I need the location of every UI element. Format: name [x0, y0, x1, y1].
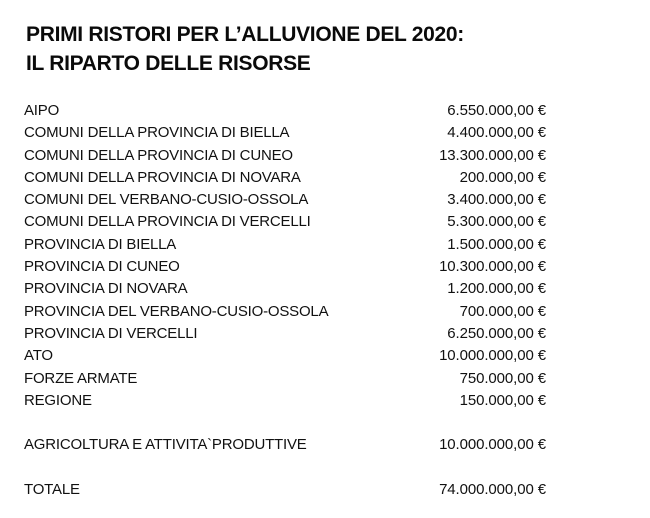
total-value: 74.000.000,00 € — [439, 481, 546, 499]
table-row — [24, 390, 546, 412]
row-value: 750.000,00 € — [459, 369, 546, 387]
table-row — [24, 234, 546, 256]
table-row — [24, 167, 546, 189]
row-label: COMUNI DELLA PROVINCIA DI CUNEO — [24, 146, 293, 164]
row-label: PROVINCIA DI CUNEO — [24, 258, 180, 276]
title-line-1: PRIMI RISTORI PER L’ALLUVIONE DEL 2020: — [26, 23, 464, 46]
row-label: FORZE ARMATE — [24, 369, 138, 387]
row-value: 13.300.000,00 € — [439, 146, 546, 164]
row-value: 4.400.000,00 € — [447, 124, 546, 142]
row-value: 200.000,00 € — [459, 168, 546, 186]
row-label: COMUNI DELLA PROVINCIA DI VERCELLI — [24, 213, 311, 231]
table-row — [24, 368, 546, 390]
table-row — [24, 145, 546, 167]
row-label: PROVINCIA DI VERCELLI — [24, 324, 198, 342]
row-label: COMUNI DELLA PROVINCIA DI BIELLA — [24, 124, 290, 142]
table-row — [24, 122, 546, 144]
row-value: 3.400.000,00 € — [447, 191, 546, 209]
total-row — [24, 479, 546, 501]
row-value: 6.250.000,00 € — [447, 324, 546, 342]
total-label: TOTALE — [24, 481, 80, 499]
title-line-2: IL RIPARTO DELLE RISORSE — [26, 52, 311, 75]
row-value: 6.550.000,00 € — [447, 102, 546, 119]
row-value: 10.300.000,00 € — [439, 258, 546, 276]
row-value: 10.000.000,00 € — [439, 436, 546, 454]
row-label: PROVINCIA DI NOVARA — [24, 280, 188, 298]
table-row — [24, 211, 546, 233]
table-row — [24, 100, 546, 122]
row-value: 1.500.000,00 € — [447, 235, 546, 253]
row-label: REGIONE — [24, 391, 92, 409]
row-label: COMUNI DEL VERBANO-CUSIO-OSSOLA — [24, 191, 309, 209]
spacer — [24, 412, 546, 434]
allocation-table — [24, 100, 546, 501]
row-value: 10.000.000,00 € — [439, 347, 546, 365]
table-row — [24, 301, 546, 323]
table-row — [24, 345, 546, 367]
row-label: PROVINCIA DEL VERBANO-CUSIO-OSSOLA — [24, 302, 329, 320]
page-title — [26, 20, 464, 78]
table-row — [24, 256, 546, 278]
row-label: PROVINCIA DI BIELLA — [24, 235, 177, 253]
row-label: COMUNI DELLA PROVINCIA DI NOVARA — [24, 168, 301, 186]
row-label: AIPO — [24, 102, 60, 119]
table-row — [24, 189, 546, 211]
table-row — [24, 323, 546, 345]
row-label: AGRICOLTURA E ATTIVITA`PRODUTTIVE — [24, 436, 307, 454]
row-value: 150.000,00 € — [459, 391, 546, 409]
table-row — [24, 278, 546, 300]
agriculture-row — [24, 434, 546, 456]
row-value: 5.300.000,00 € — [447, 213, 546, 231]
row-value: 700.000,00 € — [459, 302, 546, 320]
spacer — [24, 457, 546, 479]
row-value: 1.200.000,00 € — [447, 280, 546, 298]
row-label: ATO — [24, 347, 53, 365]
